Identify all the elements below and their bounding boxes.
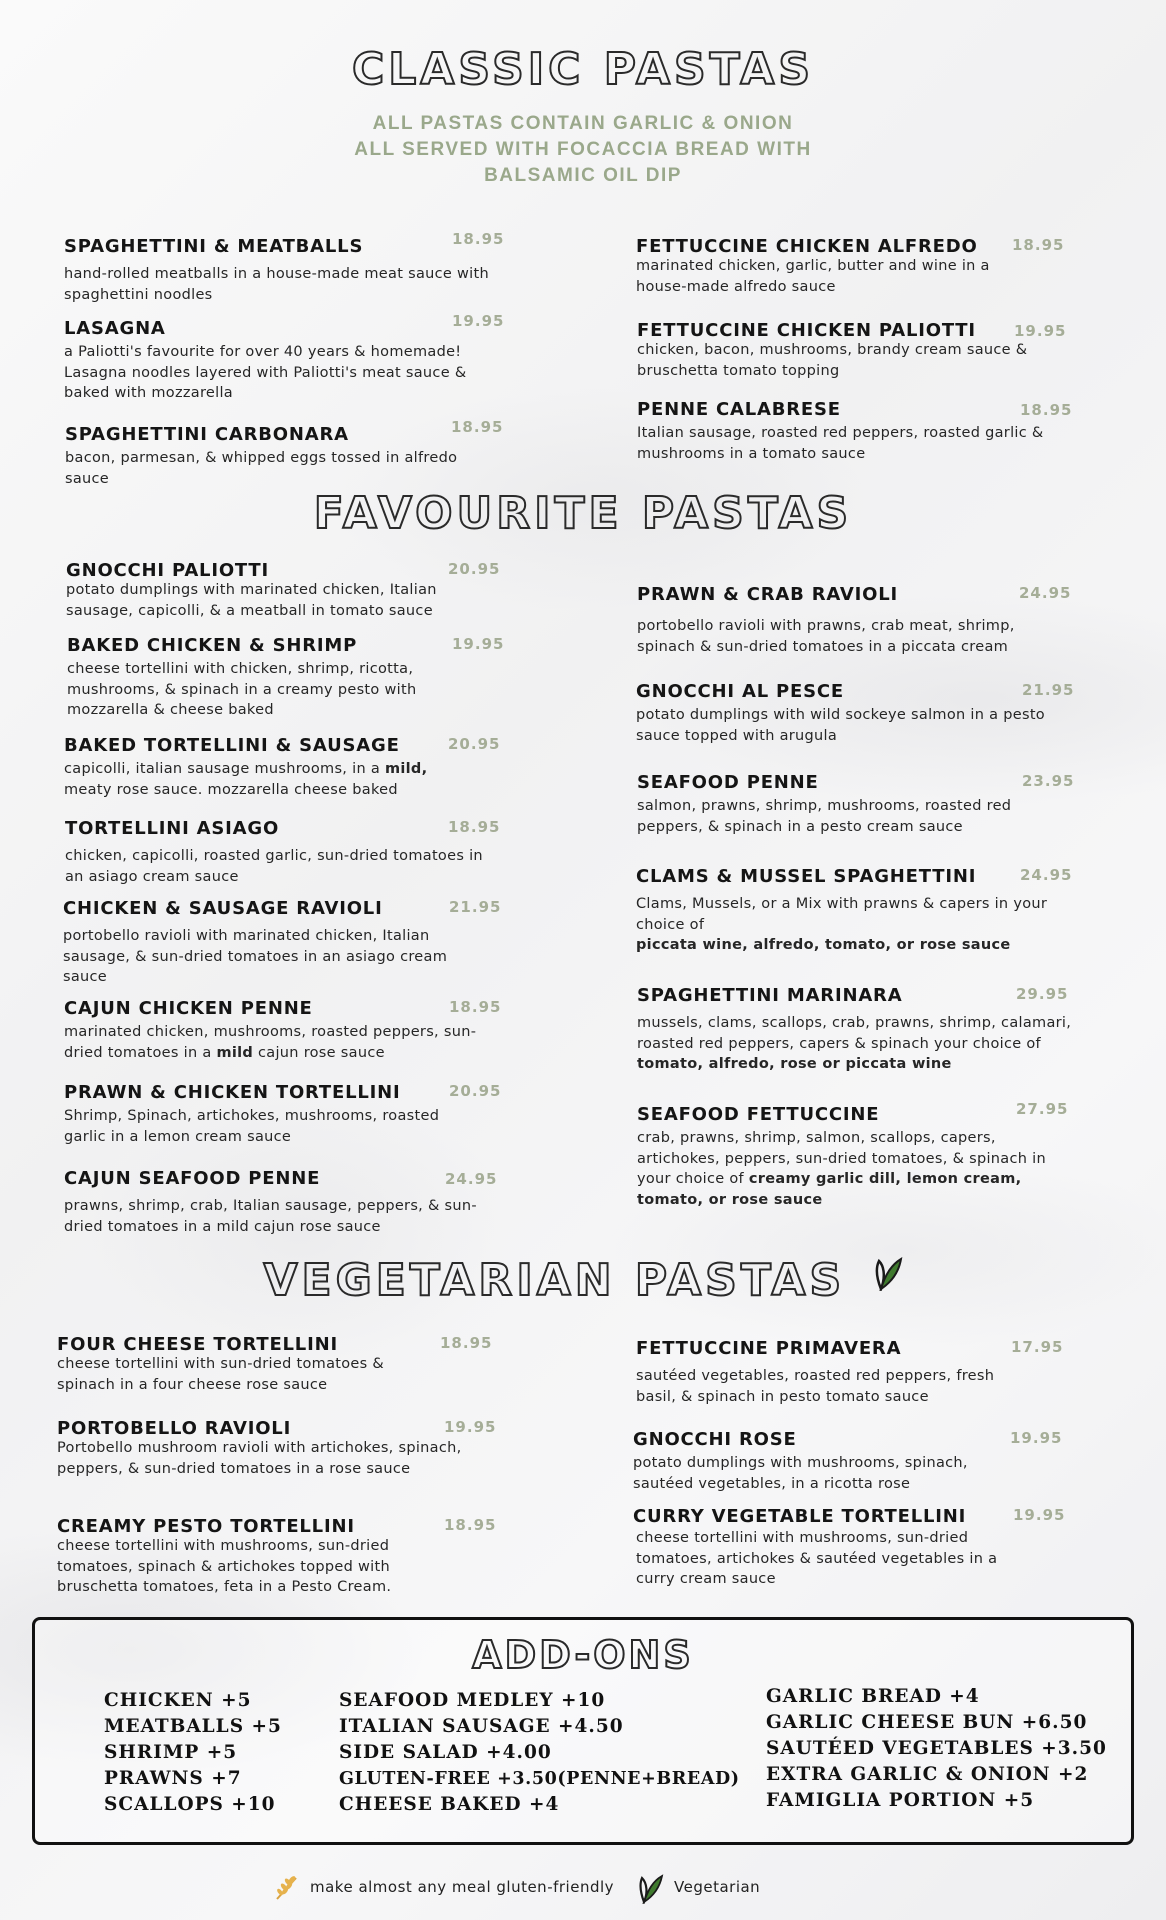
item-description: bacon, parmesan, & whipped eggs tossed in alfredo sauce — [65, 450, 458, 487]
item-description: hand-rolled meatballs in a house-made meat sauce with spaghettini noodles — [64, 266, 489, 303]
item-description — [637, 1128, 1062, 1210]
item-price: 18.95 — [452, 230, 505, 248]
item-description — [64, 759, 474, 800]
addon-item: MEATBALLS +5 — [104, 1716, 282, 1737]
item-price: 18.95 — [449, 998, 502, 1016]
addon-item: EXTRA GARLIC & ONION +2 — [766, 1764, 1089, 1785]
item-price: 29.95 — [1016, 985, 1069, 1003]
addons-title: ADD-ONS — [472, 1633, 694, 1677]
item-name: FETTUCCINE CHICKEN ALFREDO — [636, 236, 978, 257]
item-name: CAJUN CHICKEN PENNE — [64, 998, 313, 1019]
item-name: SEAFOOD PENNE — [637, 772, 819, 793]
addon-item: SHRIMP +5 — [104, 1742, 238, 1763]
item-description — [636, 894, 1056, 956]
item-description-text: mussels, clams, scallops, crab, prawns, shrimp, calamari, roasted red peppers, capers & spinach your choice of — [637, 1015, 1072, 1052]
item-name: FOUR CHEESE TORTELLINI — [57, 1334, 338, 1355]
addons-column-1 — [104, 1688, 282, 1818]
item-price: 19.95 — [444, 1418, 497, 1436]
item-price: 20.95 — [449, 1082, 502, 1100]
item-description: potato dumplings with mushrooms, spinach, sautéed vegetables, in a ricotta rose — [633, 1455, 968, 1492]
addon-item: FAMIGLIA PORTION +5 — [766, 1790, 1035, 1811]
addon-item: SAUTÉED VEGETABLES +3.50 — [766, 1738, 1107, 1759]
item-name: CREAMY PESTO TORTELLINI — [57, 1516, 355, 1537]
addons-column-2 — [339, 1688, 740, 1818]
classic-pastas-title: CLASSIC PASTAS — [351, 44, 815, 95]
item-price: 18.95 — [1020, 401, 1073, 419]
subtitle-line: BALSAMIC OIL DIP — [484, 165, 682, 186]
item-description: chicken, capicolli, roasted garlic, sun-dried tomatoes in an asiago cream sauce — [65, 848, 483, 885]
item-name: GNOCCHI PALIOTTI — [66, 560, 269, 581]
item-name: SPAGHETTINI & MEATBALLS — [64, 236, 364, 257]
item-description: chicken, bacon, mushrooms, brandy cream sauce & bruschetta tomato topping — [637, 342, 1028, 379]
subtitle-line: ALL PASTAS CONTAIN GARLIC & ONION — [372, 113, 794, 134]
item-price: 18.95 — [1012, 236, 1065, 254]
item-price: 18.95 — [444, 1516, 497, 1534]
favourite-pastas-title: FAVOURITE PASTAS — [313, 488, 853, 539]
vegetarian-pastas-title — [0, 1255, 1166, 1306]
addon-item: PRAWNS +7 — [104, 1768, 242, 1789]
addon-item: GARLIC BREAD +4 — [766, 1686, 980, 1707]
item-price: 23.95 — [1022, 772, 1075, 790]
item-description-text: capicolli, italian sausage mushrooms, in a — [64, 761, 385, 777]
item-description: cheese tortellini with mushrooms, sun-dried tomatoes, artichokes & sautéed vegetables in a curry cream sauce — [636, 1530, 998, 1587]
item-name: CLAMS & MUSSEL SPAGHETTINI — [636, 866, 977, 887]
item-description-text: marinated chicken, mushrooms, roasted peppers, sun-dried tomatoes in a — [64, 1024, 477, 1061]
gluten-friendly-note: make almost any meal gluten-friendly — [310, 1878, 615, 1896]
item-price: 19.95 — [452, 635, 505, 653]
item-description-emphasis: tomato, alfredo, rose or piccata wine — [637, 1056, 952, 1072]
item-name: PRAWN & CRAB RAVIOLI — [637, 584, 898, 605]
item-description: potato dumplings with wild sockeye salmon in a pesto sauce topped with arugula — [636, 707, 1045, 744]
item-description: cheese tortellini with chicken, shrimp, ricotta, mushrooms, & spinach in a creamy pesto with mozzarella & cheese baked — [67, 661, 417, 718]
item-description-text: Clams, Mussels, or a Mix with prawns & capers in your choice of — [636, 896, 1048, 933]
item-price: 19.95 — [1013, 1506, 1066, 1524]
item-description-emphasis: creamy garlic dill, lemon cream, tomato, or rose sauce — [637, 1171, 1022, 1208]
item-description: Italian sausage, roasted red peppers, roasted garlic & mushrooms in a tomato sauce — [637, 425, 1044, 462]
item-price: 19.95 — [452, 312, 505, 330]
item-name: BAKED CHICKEN & SHRIMP — [67, 635, 358, 656]
item-price: 24.95 — [445, 1170, 498, 1188]
item-name: GNOCCHI AL PESCE — [636, 681, 845, 702]
addon-item: GLUTEN-FREE +3.50(PENNE+BREAD) — [339, 1769, 740, 1789]
item-name: BAKED TORTELLINI & SAUSAGE — [64, 735, 400, 756]
item-description: portobello ravioli with prawns, crab meat, shrimp, spinach & sun-dried tomatoes in a piccata cream — [637, 618, 1015, 655]
addon-item: GARLIC CHEESE BUN +6.50 — [766, 1712, 1088, 1733]
item-description: potato dumplings with marinated chicken, Italian sausage, capicolli, & a meatball in tomato sauce — [66, 582, 437, 619]
item-name: CURRY VEGETABLE TORTELLINI — [633, 1506, 967, 1527]
item-name: TORTELLINI ASIAGO — [65, 818, 280, 839]
item-description-text: crab, prawns, shrimp, salmon, scallops, capers, artichokes, peppers, sun-dried tomatoes, & spinach in your choice of — [637, 1130, 1046, 1187]
item-description-emphasis: mild — [216, 1044, 254, 1061]
item-description — [64, 1022, 484, 1063]
item-price: 27.95 — [1016, 1100, 1069, 1118]
item-price: 18.95 — [440, 1334, 493, 1352]
item-price: 18.95 — [448, 818, 501, 836]
item-name: CAJUN SEAFOOD PENNE — [64, 1168, 321, 1189]
item-price: 24.95 — [1020, 866, 1073, 884]
item-description: a Paliotti's favourite for over 40 years & homemade! Lasagna noodles layered with Paliotti's meat sauce & baked with mozzarella — [64, 344, 467, 401]
addon-item: SIDE SALAD +4.00 — [339, 1742, 552, 1763]
item-description: marinated chicken, garlic, butter and wine in a house-made alfredo sauce — [636, 258, 990, 295]
item-price: 19.95 — [1014, 322, 1067, 340]
vegetarian-legend-label: Vegetarian — [674, 1878, 761, 1896]
item-name: CHICKEN & SAUSAGE RAVIOLI — [63, 898, 383, 919]
item-price: 18.95 — [451, 418, 504, 436]
addon-item: CHICKEN +5 — [104, 1690, 252, 1711]
item-price: 21.95 — [1022, 681, 1075, 699]
item-description-text: cajun rose sauce — [253, 1044, 385, 1061]
item-name: FETTUCCINE CHICKEN PALIOTTI — [637, 320, 976, 341]
addon-item: ITALIAN SAUSAGE +4.50 — [339, 1716, 624, 1737]
item-description: Shrimp, Spinach, artichokes, mushrooms, roasted garlic in a lemon cream sauce — [64, 1108, 440, 1145]
addon-item: SEAFOOD MEDLEY +10 — [339, 1690, 606, 1711]
item-price: 20.95 — [448, 560, 501, 578]
item-name: SPAGHETTINI CARBONARA — [65, 424, 349, 445]
item-name: FETTUCCINE PRIMAVERA — [636, 1338, 902, 1359]
item-description — [637, 1013, 1077, 1075]
leaf-icon — [871, 1255, 903, 1291]
item-name: PRAWN & CHICKEN TORTELLINI — [64, 1082, 401, 1103]
leaf-icon — [636, 1872, 664, 1904]
item-name: LASAGNA — [64, 318, 166, 339]
item-description: salmon, prawns, shrimp, mushrooms, roasted red peppers, & spinach in a pesto cream sauce — [637, 798, 1012, 835]
vegetarian-pastas-title-text: VEGETARIAN PASTAS — [263, 1255, 846, 1306]
item-description: cheese tortellini with mushrooms, sun-dried tomatoes, spinach & artichokes topped with bruschetta tomatoes, feta in a Pesto Cream. — [57, 1538, 392, 1595]
item-price: 21.95 — [449, 898, 502, 916]
item-description: sautéed vegetables, roasted red peppers, fresh basil, & spinach in pesto tomato sauce — [636, 1368, 995, 1405]
item-description: cheese tortellini with sun-dried tomatoes & spinach in a four cheese rose sauce — [57, 1356, 385, 1393]
item-description: Portobello mushroom ravioli with artichokes, spinach, peppers, & sun-dried tomatoes in a rose sauce — [57, 1440, 462, 1477]
item-description: portobello ravioli with marinated chicken, Italian sausage, & sun-dried tomatoes in an asiago cream sauce — [63, 928, 448, 985]
addon-item: CHEESE BAKED +4 — [339, 1794, 560, 1815]
item-description-text: meaty rose sauce. mozzarella cheese baked — [64, 781, 398, 798]
item-description: prawns, shrimp, crab, Italian sausage, peppers, & sun-dried tomatoes in a mild cajun rose sauce — [64, 1198, 477, 1235]
item-name: GNOCCHI ROSE — [633, 1429, 797, 1450]
item-description-emphasis: mild, — [384, 761, 428, 777]
addon-item: SCALLOPS +10 — [104, 1794, 276, 1815]
item-name: PENNE CALABRESE — [637, 399, 841, 420]
item-price: 24.95 — [1019, 584, 1072, 602]
item-description-emphasis: piccata wine, alfredo, tomato, or rose sauce — [636, 937, 1011, 953]
item-name: SPAGHETTINI MARINARA — [637, 985, 903, 1006]
addons-column-3 — [766, 1684, 1107, 1814]
wheat-icon — [274, 1874, 300, 1902]
subtitle-line: ALL SERVED WITH FOCACCIA BREAD WITH — [354, 139, 812, 160]
classic-pastas-subtitle — [0, 111, 1166, 189]
item-name: SEAFOOD FETTUCCINE — [637, 1104, 880, 1125]
footer-legend — [0, 1870, 1166, 1904]
item-price: 17.95 — [1011, 1338, 1064, 1356]
item-name: PORTOBELLO RAVIOLI — [57, 1418, 292, 1439]
item-price: 20.95 — [448, 735, 501, 753]
item-price: 19.95 — [1010, 1429, 1063, 1447]
